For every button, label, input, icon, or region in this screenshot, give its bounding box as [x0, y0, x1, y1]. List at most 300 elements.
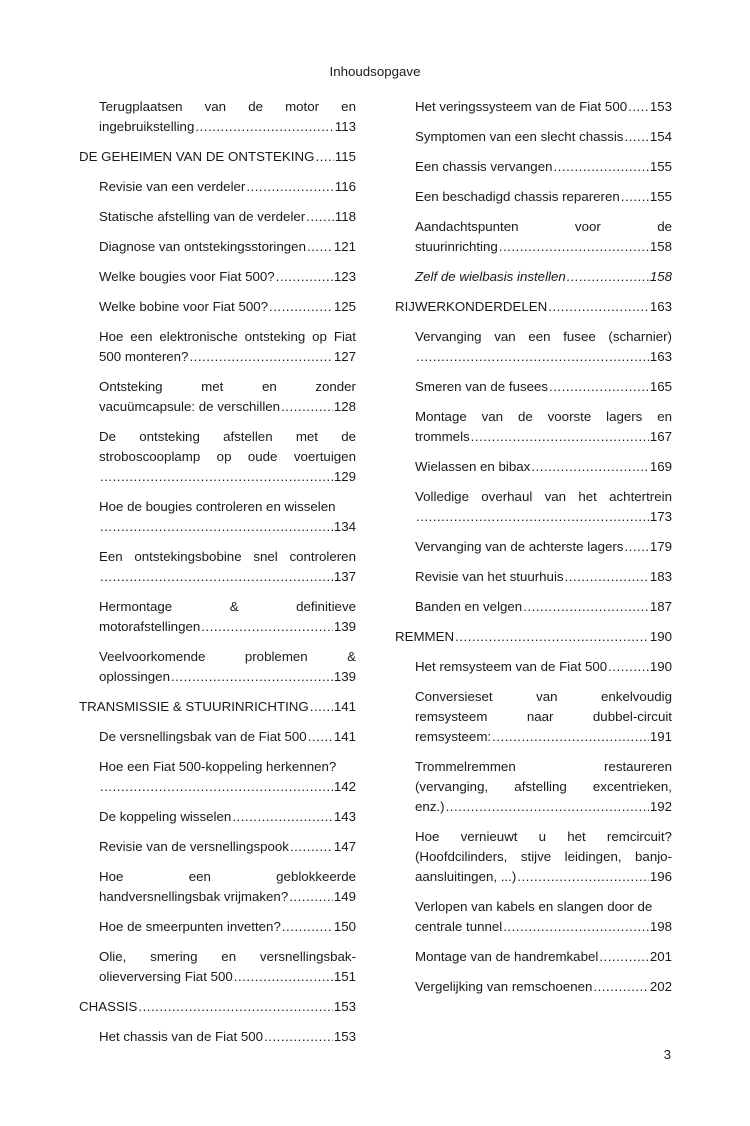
toc-title-text: Wielassen en bibax: [415, 459, 531, 474]
page-ref: 153: [333, 1029, 356, 1044]
toc-column-right: [395, 97, 672, 1007]
toc-word: een: [188, 869, 211, 884]
toc-title-text: vacuümcapsule: de verschillen: [99, 399, 281, 414]
toc-word: leidingen,: [564, 849, 622, 864]
toc-line: [99, 617, 356, 637]
dot-leader: [492, 727, 649, 747]
toc-entry[interactable]: [395, 537, 672, 557]
toc-word: elektronische: [159, 329, 238, 344]
page-ref: 142: [333, 779, 356, 794]
toc-word: oude: [247, 449, 278, 464]
toc-word: versnellingsbak-: [259, 949, 356, 964]
toc-word: Hermontage: [99, 599, 173, 614]
page-ref: 155: [649, 159, 672, 174]
toc-line: [99, 467, 356, 487]
toc-line: [99, 547, 356, 567]
toc-line: [415, 687, 672, 707]
page-ref: 118: [334, 209, 356, 224]
page-ref: 202: [649, 979, 672, 994]
toc-word: en: [261, 379, 277, 394]
toc-word: ontstekingsbobine: [134, 549, 242, 564]
toc-word: stijve: [520, 849, 552, 864]
toc-word: Olie,: [99, 949, 127, 964]
toc-line: [415, 327, 672, 347]
toc-title-text: Het veringssysteem van de Fiat 500: [415, 99, 628, 114]
toc-title-text: handversnellingsbak vrijmaken?: [99, 889, 289, 904]
toc-line: [99, 1027, 356, 1047]
toc-line: [415, 977, 672, 997]
dot-leader: [446, 797, 649, 817]
toc-word: achtertrein: [609, 489, 672, 504]
toc-line: [99, 867, 356, 887]
toc-entry[interactable]: [395, 567, 672, 587]
page-ref: 192: [649, 799, 672, 814]
toc-word: met: [201, 379, 224, 394]
toc-line: [415, 487, 672, 507]
toc-word: enkelvoudig: [601, 689, 672, 704]
toc-word: Aandachtspunten: [415, 219, 519, 234]
page-ref: 163: [649, 299, 672, 314]
dot-leader: [624, 537, 648, 557]
toc-word: de: [657, 219, 672, 234]
page-ref: 123: [333, 269, 356, 284]
toc-line: [79, 697, 356, 717]
page-ref: 113: [334, 119, 356, 134]
toc-title-text: Het remsysteem van de Fiat 500: [415, 659, 608, 674]
dot-leader: [100, 467, 333, 487]
page-ref: 129: [333, 469, 356, 484]
toc-section-entry[interactable]: [395, 627, 672, 647]
toc-word: zonder: [315, 379, 356, 394]
toc-line: [415, 847, 672, 867]
toc-title-text: olieverversing Fiat 500: [99, 969, 233, 984]
page-ref: 190: [649, 629, 672, 644]
toc-line: [99, 727, 356, 747]
toc-entry[interactable]: [79, 297, 356, 317]
dot-leader: [531, 457, 649, 477]
toc-word: Hoe: [99, 329, 124, 344]
page-ref: 127: [333, 349, 356, 364]
toc-entry[interactable]: [395, 97, 672, 117]
toc-column-left: [79, 97, 356, 1057]
toc-word: Een: [99, 549, 123, 564]
dot-leader: [306, 207, 334, 227]
toc-line: [99, 497, 356, 517]
toc-word: afstelling: [514, 779, 567, 794]
toc-entry[interactable]: [395, 187, 672, 207]
toc-entry[interactable]: [395, 217, 672, 257]
toc-section-entry[interactable]: [79, 997, 356, 1017]
toc-title-text: Zelf de wielbasis instellen: [415, 269, 566, 284]
toc-entry[interactable]: [79, 427, 356, 487]
toc-title-text: Vergelijking van remschoenen: [415, 979, 593, 994]
toc-entry[interactable]: [79, 547, 356, 587]
dot-leader: [232, 807, 333, 827]
dot-leader: [599, 947, 648, 967]
dot-leader: [628, 97, 649, 117]
toc-line: [415, 457, 672, 477]
toc-line: [79, 147, 356, 167]
page-ref: 116: [334, 179, 356, 194]
toc-entry[interactable]: [79, 177, 356, 197]
toc-title-text: stuurinrichting: [415, 239, 498, 254]
toc-entry[interactable]: [79, 867, 356, 907]
dot-leader: [171, 667, 333, 687]
toc-line: [415, 347, 672, 367]
toc-word: Montage: [415, 409, 467, 424]
toc-section-entry[interactable]: [79, 697, 356, 717]
toc-entry[interactable]: [79, 1027, 356, 1047]
toc-word: en: [657, 409, 672, 424]
page-ref: 115: [334, 149, 356, 164]
page-ref: 151: [333, 969, 356, 984]
page-ref: 150: [333, 919, 356, 934]
toc-title-text: Een chassis vervangen: [415, 159, 553, 174]
toc-line: [99, 517, 356, 537]
toc-word: voorste: [547, 409, 592, 424]
toc-entry[interactable]: [395, 157, 672, 177]
toc-word: controleren: [289, 549, 356, 564]
toc-title-text: Verlopen van kabels en slangen door de: [415, 899, 653, 914]
toc-title-text: TRANSMISSIE & STUURINRICHTING: [79, 699, 309, 714]
toc-line: [415, 567, 672, 587]
toc-line: [415, 597, 672, 617]
toc-entry[interactable]: [79, 917, 356, 937]
toc-line: [99, 667, 356, 687]
toc-word: ontsteking: [139, 429, 200, 444]
toc-entry[interactable]: [395, 267, 672, 287]
toc-entry[interactable]: [79, 377, 356, 417]
toc-title-text: DE GEHEIMEN VAN DE ONTSTEKING: [79, 149, 315, 164]
toc-word: Conversieset: [415, 689, 493, 704]
toc-entry[interactable]: [79, 237, 356, 257]
toc-entry[interactable]: [395, 827, 672, 887]
page-number: 3: [663, 1047, 671, 1062]
dot-leader: [567, 267, 649, 287]
page-ref: 153: [333, 999, 356, 1014]
toc-entry[interactable]: [395, 407, 672, 447]
toc-entry[interactable]: [395, 127, 672, 147]
toc-entry[interactable]: [395, 977, 672, 997]
toc-entry[interactable]: [79, 327, 356, 367]
toc-line: [99, 647, 356, 667]
toc-entry[interactable]: [395, 487, 672, 527]
toc-word: Vervanging: [415, 329, 482, 344]
dot-leader: [264, 1027, 333, 1047]
toc-line: [415, 187, 672, 207]
toc-title-text: De koppeling wisselen: [99, 809, 232, 824]
toc-line: [99, 597, 356, 617]
toc-line: [415, 727, 672, 747]
toc-title-text: Banden en velgen: [415, 599, 523, 614]
toc-line: [99, 967, 356, 987]
toc-word: dubbel-circuit: [592, 709, 672, 724]
toc-word: en: [221, 949, 237, 964]
dot-leader: [593, 977, 648, 997]
toc-title-text: Het chassis van de Fiat 500: [99, 1029, 264, 1044]
toc-line: [99, 917, 356, 937]
toc-entry[interactable]: [395, 947, 672, 967]
page-ref: 137: [333, 569, 356, 584]
toc-title-text: De versnellingsbak van de Fiat 500: [99, 729, 307, 744]
page-ref: 153: [649, 99, 672, 114]
toc-line: [99, 177, 356, 197]
page-ref: 139: [333, 669, 356, 684]
page-ref: 163: [649, 349, 672, 364]
toc-word: van: [536, 689, 558, 704]
toc-word: &: [229, 599, 239, 614]
toc-entry[interactable]: [395, 897, 672, 937]
page-ref: 158: [649, 239, 672, 254]
toc-line: [415, 757, 672, 777]
page-ref: 139: [333, 619, 356, 634]
page-ref: 201: [649, 949, 672, 964]
dot-leader: [269, 297, 333, 317]
toc-title-text: RIJWERKONDERDELEN: [395, 299, 548, 314]
toc-entry[interactable]: [79, 757, 356, 797]
toc-entry[interactable]: [395, 687, 672, 747]
toc-word: &: [347, 649, 356, 664]
toc-line: [99, 447, 356, 467]
dot-leader: [307, 237, 333, 257]
toc-word: een: [130, 329, 153, 344]
toc-word: (scharnier): [608, 329, 672, 344]
toc-section-entry[interactable]: [395, 297, 672, 317]
toc-line: [415, 507, 672, 527]
toc-word: De: [99, 429, 116, 444]
toc-line: [99, 947, 356, 967]
toc-line: [415, 237, 672, 257]
toc-entry[interactable]: [79, 497, 356, 537]
page-ref: 155: [649, 189, 672, 204]
page-ref: 187: [649, 599, 672, 614]
toc-entry[interactable]: [79, 727, 356, 747]
toc-title-text: Statische afstelling van de verdeler: [99, 209, 306, 224]
toc-title-text: Hoe de bougies controleren en wisselen: [99, 499, 336, 514]
page-ref: 196: [649, 869, 672, 884]
toc-entry[interactable]: [79, 647, 356, 687]
toc-line: [415, 827, 672, 847]
toc-word: Hoe: [415, 829, 440, 844]
dot-leader: [289, 887, 333, 907]
toc-line: [99, 807, 356, 827]
dot-leader: [276, 267, 333, 287]
page-ref: 121: [333, 239, 356, 254]
dot-leader: [310, 697, 333, 717]
toc-title-text: centrale tunnel: [415, 919, 503, 934]
toc-line: [415, 97, 672, 117]
toc-line: [79, 997, 356, 1017]
toc-word: vernieuwt: [460, 829, 518, 844]
toc-title-text: remsysteem:: [415, 729, 492, 744]
toc-entry[interactable]: [79, 97, 356, 137]
toc-entry[interactable]: [79, 807, 356, 827]
toc-line: [99, 347, 356, 367]
toc-line: [99, 97, 356, 117]
page-ref: 167: [649, 429, 672, 444]
toc-title-text: Diagnose van ontstekingsstoringen: [99, 239, 306, 254]
toc-word: definitieve: [296, 599, 356, 614]
dot-leader: [281, 397, 333, 417]
toc-line: [99, 837, 356, 857]
toc-title-text: Welke bobine voor Fiat 500?: [99, 299, 269, 314]
toc-title-text: Hoe de smeerpunten invetten?: [99, 919, 281, 934]
toc-word: van: [204, 99, 227, 114]
toc-line: [415, 797, 672, 817]
toc-entry[interactable]: [395, 597, 672, 617]
page-ref: 141: [333, 729, 356, 744]
toc-word: lagers: [606, 409, 643, 424]
toc-line: [415, 267, 672, 287]
dot-leader: [548, 297, 649, 317]
toc-word: overhaul: [481, 489, 533, 504]
page-ref: 169: [649, 459, 672, 474]
toc-line: [99, 237, 356, 257]
dot-leader: [416, 507, 649, 527]
dot-leader: [138, 997, 332, 1017]
toc-word: het: [567, 829, 586, 844]
page-ref: 134: [333, 519, 356, 534]
toc-line: [415, 777, 672, 797]
toc-word: fusee: [563, 329, 596, 344]
toc-title-text: 500 monteren?: [99, 349, 189, 364]
dot-leader: [499, 237, 649, 257]
toc-title-text: Revisie van de versnellingspook: [99, 839, 289, 854]
toc-line: [415, 157, 672, 177]
toc-word: Veelvoorkomende: [99, 649, 206, 664]
toc-line: [415, 127, 672, 147]
toc-word: problemen: [244, 649, 308, 664]
dot-leader: [549, 377, 649, 397]
dot-leader: [195, 117, 333, 137]
page-ref: 198: [649, 919, 672, 934]
toc-word: op: [312, 329, 327, 344]
dot-leader: [100, 777, 333, 797]
toc-title-text: Revisie van een verdeler: [99, 179, 246, 194]
toc-title-text: Smeren van de fusees: [415, 379, 549, 394]
toc-word: en: [341, 99, 356, 114]
page-ref: 147: [333, 839, 356, 854]
toc-word: naar: [526, 709, 554, 724]
toc-line: [415, 917, 672, 937]
toc-line: [99, 117, 356, 137]
page-ref: 183: [649, 569, 672, 584]
toc-word: u: [538, 829, 547, 844]
toc-line: [99, 397, 356, 417]
dot-leader: [234, 967, 333, 987]
dot-leader: [523, 597, 649, 617]
toc-title-text: Montage van de handremkabel: [415, 949, 599, 964]
toc-word: Ontsteking: [99, 379, 163, 394]
dot-leader: [565, 567, 649, 587]
toc-entry[interactable]: [395, 757, 672, 817]
toc-entry[interactable]: [395, 327, 672, 367]
page-ref: 143: [333, 809, 356, 824]
toc-title-text: REMMEN: [395, 629, 455, 644]
page-ref: 190: [649, 659, 672, 674]
toc-title-text: oplossingen: [99, 669, 170, 684]
toc-word: excentrieken,: [592, 779, 672, 794]
dot-leader: [517, 867, 649, 887]
toc-line: [415, 217, 672, 237]
page-ref: 149: [333, 889, 356, 904]
toc-line: [395, 627, 672, 647]
dot-leader: [608, 657, 649, 677]
page-ref: 179: [649, 539, 672, 554]
toc-title-text: aansluitingen, ...): [415, 869, 517, 884]
page-ref: 173: [649, 509, 672, 524]
dot-leader: [624, 127, 648, 147]
toc-title-text: Symptomen van een slecht chassis: [415, 129, 624, 144]
toc-word: Terugplaatsen: [99, 99, 183, 114]
dot-leader: [100, 517, 333, 537]
toc-entry[interactable]: [79, 267, 356, 287]
page-ref: 141: [333, 699, 356, 714]
toc-word: remcircuit?: [606, 829, 672, 844]
page-ref: 191: [649, 729, 672, 744]
toc-word: met: [295, 429, 318, 444]
page-title: Inhoudsopgave: [329, 64, 421, 79]
page-ref: 128: [333, 399, 356, 414]
toc-line: [415, 537, 672, 557]
dot-leader: [189, 347, 332, 367]
toc-word: geblokkeerde: [276, 869, 356, 884]
toc-word: Volledige: [415, 489, 469, 504]
toc-word: een: [528, 329, 551, 344]
toc-entry[interactable]: [395, 457, 672, 477]
toc-line: [415, 427, 672, 447]
toc-line: [415, 657, 672, 677]
toc-line: [415, 707, 672, 727]
toc-word: de: [248, 99, 263, 114]
toc-title-text: trommels: [415, 429, 470, 444]
toc-title-text: Revisie van het stuurhuis: [415, 569, 564, 584]
toc-word: banjo-: [635, 849, 672, 864]
toc-entry[interactable]: [79, 837, 356, 857]
toc-section-entry[interactable]: [79, 147, 356, 167]
toc-word: stroboscooplamp: [99, 449, 201, 464]
page-ref: 154: [649, 129, 672, 144]
dot-leader: [290, 837, 333, 857]
toc-entry[interactable]: [395, 657, 672, 677]
toc-line: [99, 777, 356, 797]
toc-line: [415, 407, 672, 427]
toc-line: [415, 377, 672, 397]
toc-word: remsysteem: [415, 709, 488, 724]
toc-title-text: Welke bougies voor Fiat 500?: [99, 269, 275, 284]
toc-entry[interactable]: [79, 207, 356, 227]
toc-title-text: motorafstellingen: [99, 619, 201, 634]
dot-leader: [503, 917, 649, 937]
toc-word: Hoe: [99, 869, 124, 884]
toc-word: ontsteking: [244, 329, 306, 344]
toc-word: (vervanging,: [415, 779, 489, 794]
toc-title-text: ingebruikstelling: [99, 119, 195, 134]
toc-entry[interactable]: [395, 377, 672, 397]
toc-title-text: Vervanging van de achterste lagers: [415, 539, 624, 554]
dot-leader: [621, 187, 649, 207]
page-ref: 125: [333, 299, 356, 314]
toc-line: [415, 947, 672, 967]
toc-line: [99, 327, 356, 347]
toc-entry[interactable]: [79, 597, 356, 637]
toc-line: [395, 297, 672, 317]
toc-word: op: [216, 449, 232, 464]
toc-word: restaureren: [604, 759, 672, 774]
toc-line: [99, 757, 356, 777]
toc-word: de: [517, 409, 533, 424]
toc-entry[interactable]: [79, 947, 356, 987]
